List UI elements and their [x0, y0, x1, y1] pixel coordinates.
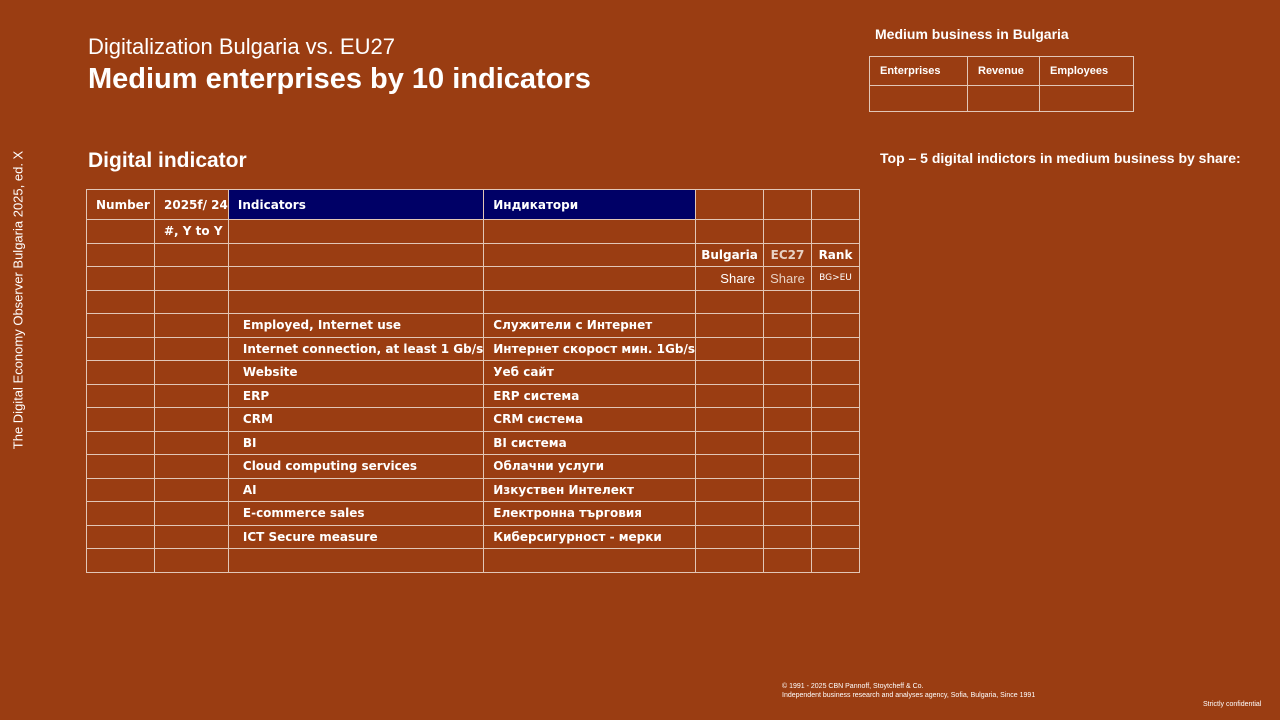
table-cell: [87, 361, 155, 385]
table-cell: [696, 502, 764, 526]
col-rank: Rank: [812, 243, 860, 267]
table-cell: [155, 314, 229, 338]
table-cell: [812, 384, 860, 408]
table-cell: [764, 478, 812, 502]
indicator-row: [87, 502, 860, 526]
indicator-bg: Служители с Интернет: [484, 314, 696, 338]
table-cell: [764, 408, 812, 432]
confidential-label: Strictly confidential: [1203, 701, 1262, 708]
table-cell: [812, 455, 860, 479]
business-title: Medium business in Bulgaria: [875, 26, 1069, 42]
indicator-en: BI: [228, 431, 483, 455]
table-cell: [228, 267, 483, 291]
header-year: 2025f/ 24: [155, 190, 229, 220]
table-cell: [812, 431, 860, 455]
table-cell: [764, 455, 812, 479]
table-cell: [87, 502, 155, 526]
business-header-employees: Employees: [1040, 57, 1134, 86]
table-cell: [696, 220, 764, 244]
table-cell: [696, 337, 764, 361]
table-cell: [812, 502, 860, 526]
indicator-row: [87, 478, 860, 502]
table-cell: [696, 455, 764, 479]
share-bulgaria: Share: [696, 267, 764, 291]
table-cell: [696, 314, 764, 338]
indicator-bg: Интернет скорост мин. 1Gb/s: [484, 337, 696, 361]
table-cell: [87, 384, 155, 408]
table-cell: [696, 431, 764, 455]
business-value-row: [870, 86, 1134, 112]
table-cell: [870, 86, 968, 112]
table-cell: [764, 384, 812, 408]
table-cell: [87, 314, 155, 338]
table-cell: [484, 220, 696, 244]
indicator-row: [87, 408, 860, 432]
indicator-en: Internet connection, at least 1 Gb/s: [228, 337, 483, 361]
table-cell: [155, 337, 229, 361]
indicator-bg: Киберсигурност - мерки: [484, 525, 696, 549]
table-cell: [87, 431, 155, 455]
indicator-row: [87, 314, 860, 338]
table-cell: [812, 549, 860, 573]
rank-subheader: BG>EU: [812, 267, 860, 291]
col-bulgaria: Bulgaria: [696, 243, 764, 267]
table-cell: [228, 243, 483, 267]
table-cell: [968, 86, 1040, 112]
indicator-row: [87, 431, 860, 455]
indicator-row: [87, 384, 860, 408]
table-share-row: [87, 267, 860, 291]
table-cell: [812, 478, 860, 502]
table-empty-row: [87, 290, 860, 314]
indicator-en: Cloud computing services: [228, 455, 483, 479]
indicator-bg: Облачни услуги: [484, 455, 696, 479]
side-label-text: The Digital Economy Observer Bulgaria 2025, ed. X: [10, 150, 26, 450]
footer-copyright: © 1991 - 2025 CBN Pannoff, Stoytcheff & Co.: [782, 683, 924, 690]
indicator-en: Employed, Internet use: [228, 314, 483, 338]
table-cell: [764, 220, 812, 244]
table-cell: [1040, 86, 1134, 112]
table-cell: [764, 314, 812, 338]
table-cell: [87, 408, 155, 432]
table-cell: [155, 384, 229, 408]
table-cell: [228, 220, 483, 244]
table-empty-row: [87, 549, 860, 573]
table-cell: [87, 267, 155, 291]
business-header-row: [870, 57, 1134, 86]
table-cell: [812, 408, 860, 432]
indicator-bg: ERP система: [484, 384, 696, 408]
table-cell: [812, 525, 860, 549]
table-cell: [87, 455, 155, 479]
table-cell: [812, 361, 860, 385]
business-header-revenue: Revenue: [968, 57, 1040, 86]
table-cell: [764, 431, 812, 455]
table-cell: [484, 267, 696, 291]
slide-title: Medium enterprises by 10 indicators: [88, 63, 591, 95]
table-cell: [696, 549, 764, 573]
table-cell: [484, 243, 696, 267]
year-subheader: #, Y to Y: [155, 220, 229, 244]
table-cell: [764, 361, 812, 385]
header-indicators-en: Indicators: [228, 190, 483, 220]
indicator-bg: BI система: [484, 431, 696, 455]
table-cell: [155, 478, 229, 502]
table-cell: [155, 525, 229, 549]
table-cell: [155, 267, 229, 291]
table-cell: [812, 190, 860, 220]
indicator-en: CRM: [228, 408, 483, 432]
table-cell: [696, 478, 764, 502]
header-indicators-bg: Индикатори: [484, 190, 696, 220]
indicator-bg: Изкуствен Интелект: [484, 478, 696, 502]
footer: [782, 682, 1035, 700]
table-cell: [812, 220, 860, 244]
business-table: [869, 56, 1134, 112]
indicator-en: ERP: [228, 384, 483, 408]
business-header-enterprises: Enterprises: [870, 57, 968, 86]
table-subheader-row: [87, 220, 860, 244]
slide-subtitle: Digitalization Bulgaria vs. EU27: [88, 34, 395, 59]
table-cell: [87, 478, 155, 502]
table-columns-row: [87, 243, 860, 267]
indicator-bg: Електронна търговия: [484, 502, 696, 526]
indicator-en: AI: [228, 478, 483, 502]
header-number: Number: [87, 190, 155, 220]
indicator-bg: Уеб сайт: [484, 361, 696, 385]
table-cell: [155, 361, 229, 385]
table-cell: [812, 314, 860, 338]
table-cell: [87, 549, 155, 573]
table-cell: [764, 190, 812, 220]
table-cell: [696, 384, 764, 408]
table-cell: [87, 337, 155, 361]
section-title: Digital indicator: [88, 149, 247, 172]
table-cell: [155, 455, 229, 479]
table-cell: [764, 525, 812, 549]
table-header-row: [87, 190, 860, 220]
table-cell: [764, 337, 812, 361]
table-cell: [155, 502, 229, 526]
indicator-bg: CRM система: [484, 408, 696, 432]
table-cell: [155, 431, 229, 455]
indicator-row: [87, 455, 860, 479]
table-cell: [764, 502, 812, 526]
indicator-en: E-commerce sales: [228, 502, 483, 526]
table-cell: [764, 549, 812, 573]
table-cell: [484, 549, 696, 573]
indicator-row: [87, 337, 860, 361]
table-cell: [87, 243, 155, 267]
indicator-en: ICT Secure measure: [228, 525, 483, 549]
table-cell: [155, 408, 229, 432]
indicator-en: Website: [228, 361, 483, 385]
table-cell: [155, 549, 229, 573]
footer-agency: Independent business research and analyses agency, Sofia, Bulgaria, Since 1991: [782, 692, 1036, 699]
table-cell: [812, 337, 860, 361]
indicator-row: [87, 525, 860, 549]
col-eu: EC27: [764, 243, 812, 267]
table-cell: [696, 525, 764, 549]
indicators-table: [86, 189, 860, 573]
table-cell: [696, 190, 764, 220]
indicator-row: [87, 361, 860, 385]
table-cell: [696, 408, 764, 432]
table-cell: [696, 361, 764, 385]
share-eu: Share: [764, 267, 812, 291]
table-cell: [155, 243, 229, 267]
table-cell: [87, 525, 155, 549]
table-cell: [228, 549, 483, 573]
table-cell: [87, 220, 155, 244]
top5-title: Top – 5 digital indictors in medium business by share:: [880, 150, 1241, 166]
